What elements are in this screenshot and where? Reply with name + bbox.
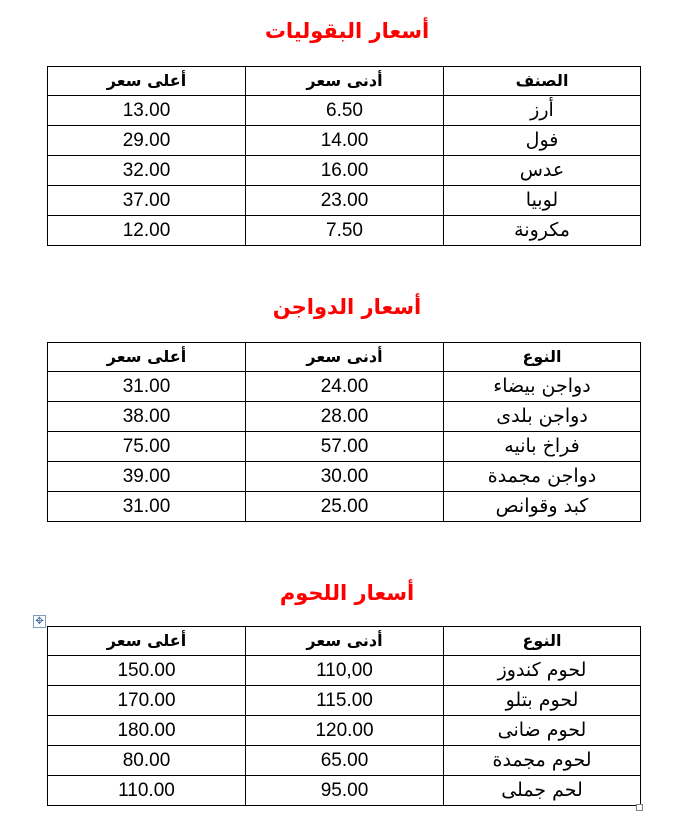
price-table-legumes xyxy=(47,66,641,246)
max-price: 12.00 xyxy=(48,216,246,246)
max-price: 13.00 xyxy=(48,96,246,126)
table-row xyxy=(48,492,641,522)
header-min-price: أدنى سعر xyxy=(246,343,444,372)
item-name: كبد وقوانص xyxy=(444,492,641,522)
table-row xyxy=(48,126,641,156)
min-price: 25.00 xyxy=(246,492,444,522)
min-price: 7.50 xyxy=(246,216,444,246)
max-price: 170.00 xyxy=(48,686,246,716)
table-resize-icon[interactable] xyxy=(636,804,643,811)
section-title-meat: أسعار اللحوم xyxy=(279,581,415,605)
item-name: دواجن بيضاء xyxy=(444,372,641,402)
section-title-poultry: أسعار الدواجن xyxy=(272,295,422,319)
table-row xyxy=(48,372,641,402)
min-price: 14.00 xyxy=(246,126,444,156)
min-price: 120.00 xyxy=(246,716,444,746)
max-price: 31.00 xyxy=(48,492,246,522)
max-price: 29.00 xyxy=(48,126,246,156)
table-row xyxy=(48,186,641,216)
header-max-price: أعلى سعر xyxy=(48,343,246,372)
table-row xyxy=(48,432,641,462)
table-row xyxy=(48,776,641,806)
header-name: النوع xyxy=(444,343,641,372)
item-name: عدس xyxy=(444,156,641,186)
min-price: 95.00 xyxy=(246,776,444,806)
table-move-icon[interactable]: ✥ xyxy=(33,615,46,628)
min-price: 65.00 xyxy=(246,746,444,776)
min-price: 28.00 xyxy=(246,402,444,432)
table-row xyxy=(48,156,641,186)
item-name: أرز xyxy=(444,96,641,126)
header-min-price: أدنى سعر xyxy=(246,67,444,96)
max-price: 39.00 xyxy=(48,462,246,492)
table-row xyxy=(48,716,641,746)
min-price: 23.00 xyxy=(246,186,444,216)
min-price: 24.00 xyxy=(246,372,444,402)
min-price: 115.00 xyxy=(246,686,444,716)
max-price: 150.00 xyxy=(48,656,246,686)
max-price: 180.00 xyxy=(48,716,246,746)
header-name: الصنف xyxy=(444,67,641,96)
table-row xyxy=(48,686,641,716)
item-name: مكرونة xyxy=(444,216,641,246)
table-row xyxy=(48,656,641,686)
min-price: 16.00 xyxy=(246,156,444,186)
max-price: 38.00 xyxy=(48,402,246,432)
item-name: دواجن مجمدة xyxy=(444,462,641,492)
table-row xyxy=(48,402,641,432)
max-price: 75.00 xyxy=(48,432,246,462)
item-name: لحوم مجمدة xyxy=(444,746,641,776)
min-price: 6.50 xyxy=(246,96,444,126)
item-name: فراخ بانيه xyxy=(444,432,641,462)
section-title-legumes: أسعار البقوليات xyxy=(264,19,430,43)
max-price: 31.00 xyxy=(48,372,246,402)
table-row xyxy=(48,96,641,126)
max-price: 80.00 xyxy=(48,746,246,776)
table-header-row xyxy=(48,67,641,96)
item-name: لوبيا xyxy=(444,186,641,216)
min-price: 30.00 xyxy=(246,462,444,492)
header-max-price: أعلى سعر xyxy=(48,67,246,96)
table-header-row xyxy=(48,343,641,372)
header-max-price: أعلى سعر xyxy=(48,627,246,656)
table-row xyxy=(48,746,641,776)
price-table-meat xyxy=(47,626,641,806)
max-price: 37.00 xyxy=(48,186,246,216)
item-name: لحوم بتلو xyxy=(444,686,641,716)
min-price: 57.00 xyxy=(246,432,444,462)
table-row xyxy=(48,216,641,246)
item-name: فول xyxy=(444,126,641,156)
price-table-poultry xyxy=(47,342,641,522)
table-row xyxy=(48,462,641,492)
item-name: لحوم ضانى xyxy=(444,716,641,746)
max-price: 32.00 xyxy=(48,156,246,186)
max-price: 110.00 xyxy=(48,776,246,806)
table-header-row xyxy=(48,627,641,656)
item-name: دواجن بلدى xyxy=(444,402,641,432)
item-name: لحوم كندوز xyxy=(444,656,641,686)
header-name: النوع xyxy=(444,627,641,656)
min-price: 110,00 xyxy=(246,656,444,686)
item-name: لحم جملى xyxy=(444,776,641,806)
header-min-price: أدنى سعر xyxy=(246,627,444,656)
